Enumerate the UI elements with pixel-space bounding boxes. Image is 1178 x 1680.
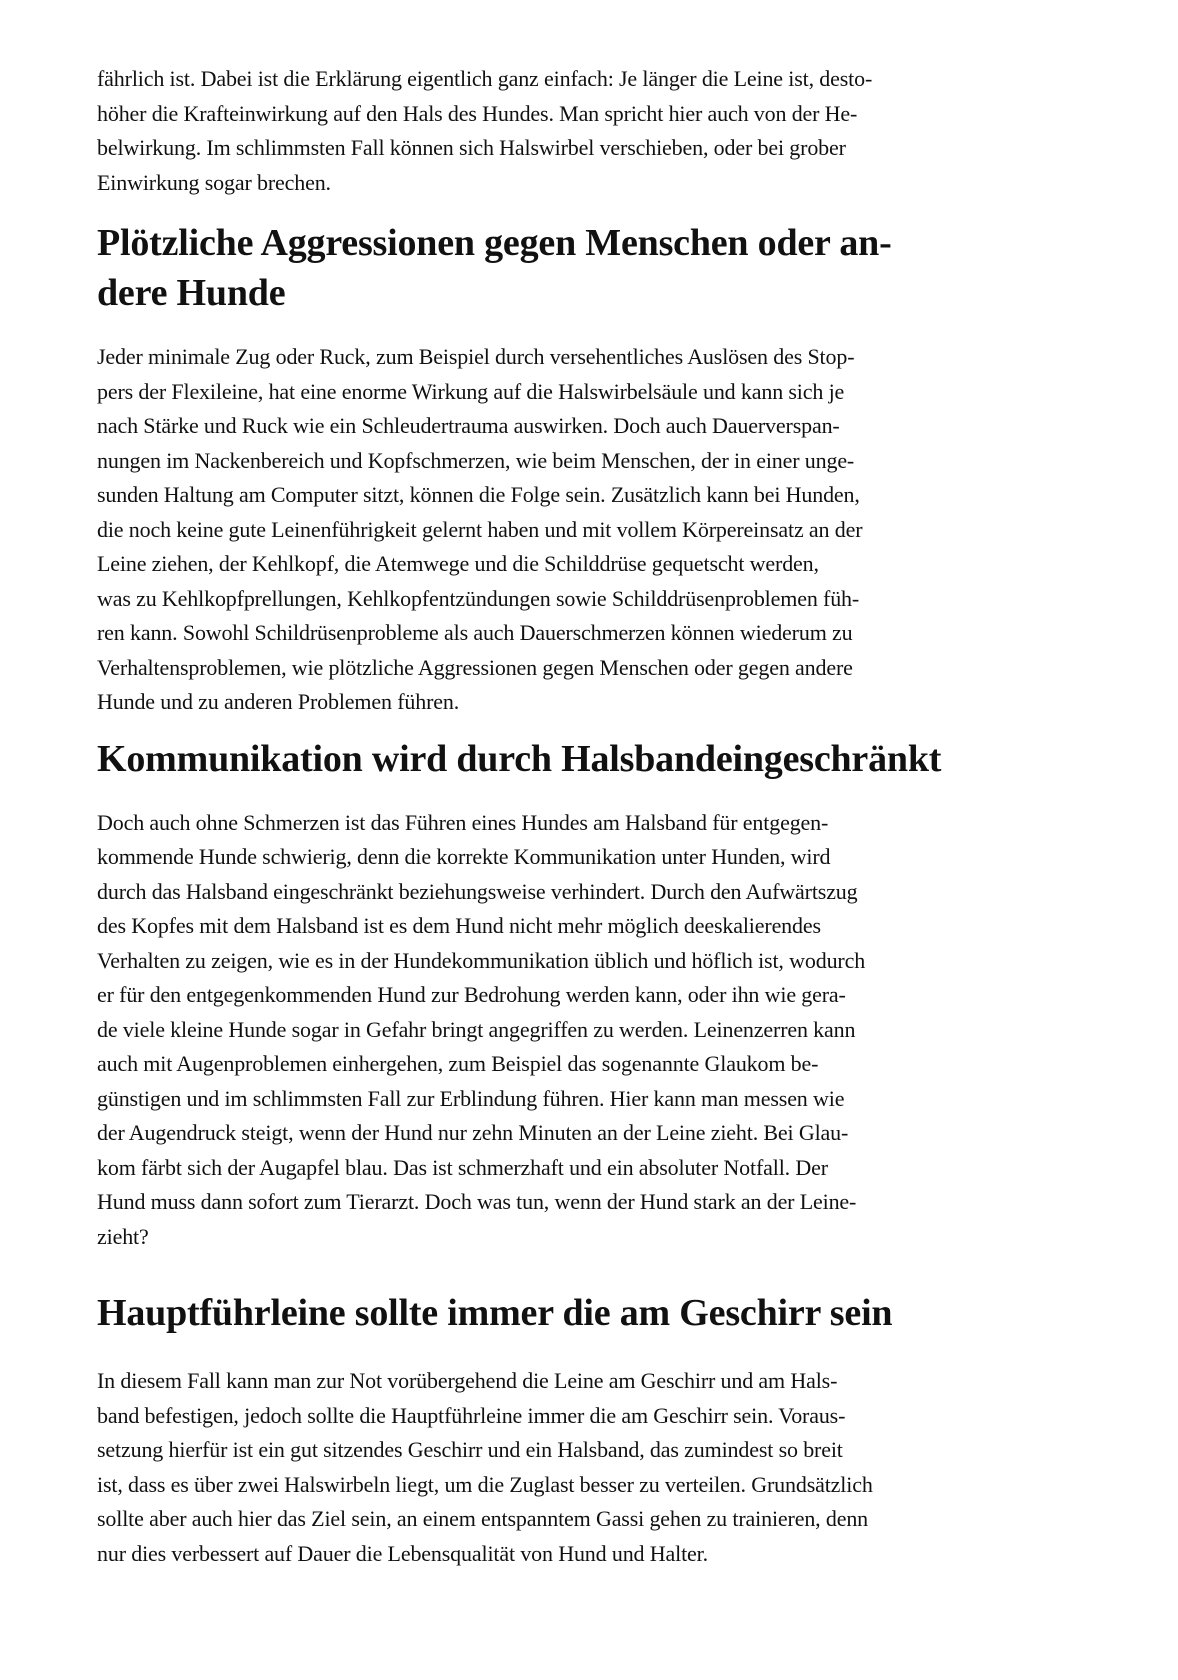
text-line: sunden Haltung am Computer sitzt, können die Folge sein. Zusätzlich kann bei Hunden,: [97, 482, 860, 507]
text-line: Hund muss dann sofort zum Tierarzt. Doch was tun, wenn der Hund stark an der Leine-: [97, 1189, 857, 1214]
text-line: nur dies verbessert auf Dauer die Lebensqualität von Hund und Halter.: [97, 1540, 708, 1566]
text-line: In diesem Fall kann man zur Not vorübergehend die Leine am Geschirr und am Hals-: [97, 1368, 838, 1393]
section-paragraph-harness: [97, 1364, 1097, 1571]
text-line: Verhalten zu zeigen, wie es in der Hundekommunikation üblich und höflich ist, wodurch: [97, 947, 866, 973]
text-line: belwirkung. Im schlimmsten Fall können sich Halswirbel verschieben, oder bei grober: [97, 135, 846, 160]
section-heading-aggression: [97, 218, 1097, 318]
text-line: günstigen und im schlimmsten Fall zur Erblindung führen. Hier kann man messen wie: [97, 1085, 845, 1111]
text-line: ist, dass es über zwei Halswirbeln liegt, um die Zuglast besser zu verteilen. Grundsätzlich: [97, 1471, 873, 1497]
text-line: kommende Hunde schwierig, denn die korrekte Kommunikation unter Hunden, wird: [97, 844, 831, 869]
text-line: pers der Flexileine, hat eine enorme Wirkung auf die Halswirbelsäule und kann sich je: [97, 378, 845, 404]
text-line: was zu Kehlkopfprellungen, Kehlkopfentzündungen sowie Schilddrüsenproblemen füh-: [97, 585, 860, 611]
heading-line: dere Hunde: [97, 272, 286, 314]
text-line: band befestigen, jedoch sollte die Hauptführleine immer die am Geschirr sein. Voraus-: [97, 1402, 846, 1428]
text-line: nach Stärke und Ruck wie ein Schleudertrauma auswirken. Doch auch Dauerverspan-: [97, 413, 840, 438]
text-line: zieht?: [97, 1223, 149, 1249]
text-line: ren kann. Sowohl Schildrüsenprobleme als auch Dauerschmerzen können wiederum zu: [97, 620, 853, 645]
text-line: de viele kleine Hunde sogar in Gefahr bringt angegriffen zu werden. Leinenzerren kann: [97, 1016, 856, 1042]
text-line: die noch keine gute Leinenführigkeit gelernt haben und mit vollem Körpereinsatz an der: [97, 516, 863, 542]
heading-line: Hauptführleine sollte immer die am Geschirr sein: [97, 1292, 893, 1334]
heading-line: Plötzliche Aggressionen gegen Menschen oder an-: [97, 222, 892, 264]
text-line: der Augendruck steigt, wenn der Hund nur zehn Minuten an der Leine zieht. Bei Glau-: [97, 1120, 849, 1145]
text-line: nungen im Nackenbereich und Kopfschmerzen, wie beim Menschen, der in einer unge-: [97, 447, 855, 473]
text-line: des Kopfes mit dem Halsband ist es dem Hund nicht mehr möglich deeskalierendes: [97, 913, 821, 938]
text-line: auch mit Augenproblemen einhergehen, zum Beispiel das sogenannte Glaukom be-: [97, 1051, 819, 1076]
section-paragraph-aggression: [97, 340, 1097, 720]
text-line: Verhaltensproblemen, wie plötzliche Aggressionen gegen Menschen oder gegen andere: [97, 654, 853, 680]
text-line: fährlich ist. Dabei ist die Erklärung eigentlich ganz einfach: Je länger die Leine ist, desto-: [97, 66, 873, 91]
section-heading-communication: [97, 734, 1097, 784]
section-paragraph-communication: [97, 806, 1097, 1255]
text-line: Jeder minimale Zug oder Ruck, zum Beispiel durch versehentliches Auslösen des Stop-: [97, 344, 855, 369]
text-line: er für den entgegenkommenden Hund zur Bedrohung werden kann, oder ihn wie gera-: [97, 982, 846, 1007]
text-line: Leine ziehen, der Kehlkopf, die Atemwege und die Schilddrüse gequetscht werden,: [97, 551, 819, 576]
section-heading-harness: [97, 1288, 1097, 1338]
text-line: Einwirkung sogar brechen.: [97, 169, 331, 195]
text-line: höher die Krafteinwirkung auf den Hals des Hundes. Man spricht hier auch von der He-: [97, 100, 858, 126]
text-line: sollte aber auch hier das Ziel sein, an einem entspanntem Gassi gehen zu trainieren, denn: [97, 1506, 869, 1531]
text-line: kom färbt sich der Augapfel blau. Das ist schmerzhaft und ein absoluter Notfall. Der: [97, 1154, 828, 1180]
text-line: setzung hierfür ist ein gut sitzendes Geschirr und ein Halsband, das zumindest so breit: [97, 1437, 843, 1462]
document-page: [97, 62, 1097, 1571]
text-line: Hunde und zu anderen Problemen führen.: [97, 689, 460, 714]
text-line: durch das Halsband eingeschränkt beziehungsweise verhindert. Durch den Aufwärtszug: [97, 878, 858, 904]
text-line: Doch auch ohne Schmerzen ist das Führen eines Hundes am Halsband für entgegen-: [97, 809, 829, 835]
intro-paragraph: [97, 62, 1097, 200]
heading-line: Kommunikation wird durch Halsbandeingeschränkt: [97, 737, 942, 780]
